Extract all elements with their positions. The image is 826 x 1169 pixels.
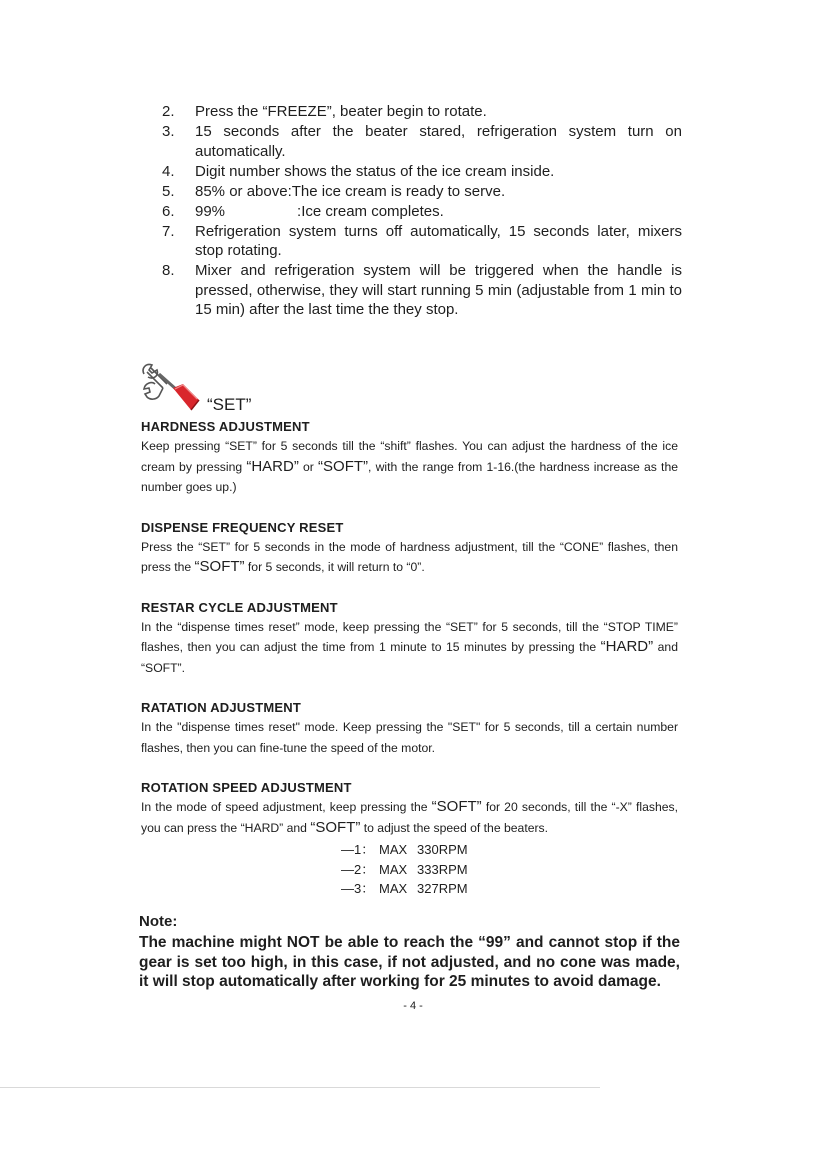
body-text-emph: “HARD” — [246, 457, 299, 475]
body-text: to adjust the speed of the beaters. — [360, 820, 549, 835]
rpm-list — [341, 840, 678, 899]
section-title: HARDNESS ADJUSTMENT — [141, 419, 310, 434]
step-item — [162, 261, 682, 320]
step-number: 5. — [162, 182, 175, 200]
body-text: Press the “SET” for 5 seconds in the mode of hardness adjustment, till the “CONE” flashes, then press the — [141, 539, 678, 574]
settings-sections — [141, 418, 678, 920]
body-text: for 5 seconds, it will return to “0”. — [244, 560, 425, 574]
step-text: Mixer and refrigeration system will be triggered when the handle is pressed, otherwise, they will start running 5 min (adjustable from 1 min to 15 min) after the last time the they stop. — [195, 262, 682, 318]
step-text: Press the “FREEZE”, beater begin to rotate. — [195, 103, 487, 120]
rpm-value: 333RPM — [417, 861, 468, 877]
page-number: - 4 - — [403, 1000, 423, 1012]
rpm-level: —1： — [341, 842, 375, 857]
section-rotation-speed — [141, 779, 678, 899]
rpm-max: MAX — [379, 881, 408, 896]
section-title: RESTAR CYCLE ADJUSTMENT — [141, 599, 338, 615]
body-text: In the “dispense times reset” mode, keep pressing the “SET” for 5 seconds, till the “STOP TIME” flashes, then you can adjust the time from 1 minute to 15 minutes by pressing the — [141, 619, 678, 654]
step-text-status: :Ice cream completes. — [297, 202, 444, 220]
section-title: ROTATION SPEED ADJUSTMENT — [141, 780, 352, 795]
section-title: RATATION ADJUSTMENT — [141, 700, 302, 715]
section-ratation — [141, 699, 678, 758]
rpm-max: MAX — [379, 842, 408, 857]
body-text-emph: “SOFT” — [310, 818, 361, 836]
step-item — [162, 182, 682, 202]
section-body — [141, 436, 678, 498]
step-item — [162, 122, 682, 161]
section-body — [141, 537, 678, 578]
step-number: 6. — [162, 202, 175, 220]
step-number: 2. — [162, 103, 175, 120]
rpm-row — [341, 840, 678, 860]
body-text-emph: “SOFT” — [194, 558, 245, 575]
step-number: 7. — [162, 222, 175, 240]
rpm-level: —2： — [341, 861, 375, 877]
section-dispense-frequency — [141, 519, 678, 578]
step-item — [162, 102, 682, 122]
body-text-emph: “HARD” — [600, 638, 654, 655]
scan-artifact-line — [0, 1087, 600, 1088]
step-number: 8. — [162, 262, 175, 279]
step-text — [195, 202, 682, 222]
body-text: for 20 seconds, till the “-X” flashes, you can press the “HARD” and — [141, 800, 678, 835]
section-title: DISPENSE FREQUENCY RESET — [141, 519, 344, 535]
note-text: The machine might NOT be able to reach the “99” and cannot stop if the gear is set too high, in this case, if not adjusted, and no cone was made, it will stop automatically after working for 25 minutes to avoid damage. — [139, 934, 680, 990]
step-number: 3. — [162, 123, 175, 140]
section-restar-cycle — [141, 599, 678, 679]
set-title: “SET” — [207, 395, 252, 414]
body-text: In the mode of speed adjustment, keep pressing the — [141, 800, 432, 814]
step-text: Refrigeration system turns off automatically, 15 seconds later, mixers stop rotating. — [195, 222, 682, 259]
step-item — [162, 162, 682, 182]
step-item — [162, 202, 682, 222]
body-text-emph: “SOFT” — [318, 457, 369, 475]
note-block — [139, 911, 680, 992]
section-body — [141, 717, 678, 758]
body-text: , with the range from 1-16.(the hardness increase as the number goes up.) — [141, 459, 678, 494]
rpm-value: 330RPM — [417, 842, 468, 857]
rpm-max: MAX — [379, 861, 408, 877]
body-text-emph: “SOFT” — [431, 798, 482, 815]
step-text: Digit number shows the status of the ice cream inside. — [195, 162, 555, 180]
set-section-header — [141, 362, 341, 418]
rpm-row — [341, 860, 678, 880]
body-text: or — [298, 459, 319, 474]
steps-list — [162, 102, 682, 320]
step-text-percent: 99% — [195, 202, 226, 220]
rpm-value: 327RPM — [417, 881, 468, 896]
rpm-level: —3： — [341, 881, 375, 896]
body-text: and “SOFT”. — [141, 640, 678, 675]
section-body — [141, 797, 678, 838]
rpm-row — [341, 879, 678, 899]
section-body — [141, 617, 678, 679]
section-hardness — [141, 418, 678, 498]
note-label: Note: — [139, 913, 178, 930]
step-text: 15 seconds after the beater stared, refrigeration system turn on automatically. — [195, 123, 682, 160]
body-text: Keep pressing “SET” for 5 seconds till the “shift” flashes. You can adjust the hardness of the ice cream by pressing — [141, 439, 678, 474]
step-number: 4. — [162, 162, 175, 180]
step-item — [162, 222, 682, 261]
step-text: 85% or above:The ice cream is ready to serve. — [195, 182, 506, 200]
body-text: In the "dispense times reset" mode. Keep pressing the "SET" for 5 seconds, till a certain number flashes, then you can fine-tune the speed of the motor. — [141, 720, 678, 755]
tools-icon — [141, 362, 203, 414]
